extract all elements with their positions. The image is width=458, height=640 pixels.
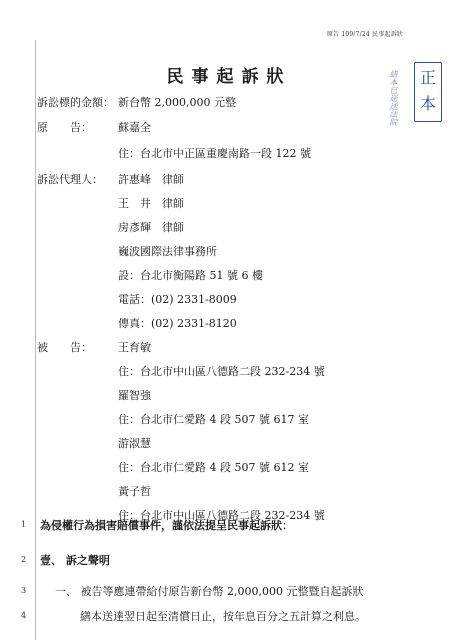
- defendant-name: 黃子哲: [118, 485, 151, 498]
- defendant-address: 住：台北市中山區八德路二段 232-234 號: [118, 509, 325, 522]
- plaintiff-address: 住：台北市中正區重慶南路一段 122 號: [118, 147, 311, 160]
- agent-firm: 巍波國際法律事務所: [118, 245, 217, 258]
- defendant-name: 游淑慧: [118, 437, 151, 450]
- claim-item-line-1: 一、 被告等應連帶給付原告新台幣 2,000,000 元整暨自起訴狀: [55, 585, 364, 598]
- agent-phone: 電話：(02) 2331-8009: [118, 293, 237, 306]
- defendant-label: 被 告：: [37, 341, 92, 354]
- defendant-address: 住：台北市中山區八德路二段 232-234 號: [118, 365, 325, 378]
- claim-value: 新台幣 2,000,000 元整: [118, 96, 236, 109]
- line-number: 3: [21, 586, 27, 595]
- handwritten-note: 繕本已逕送法院: [389, 70, 398, 126]
- line-number: 4: [21, 611, 27, 620]
- agent-label: 訴訟代理人：: [37, 173, 103, 186]
- defendant-address: 住：台北市仁愛路 4 段 507 號 617 室: [118, 413, 309, 426]
- agent-address: 設：台北市衡陽路 51 號 6 樓: [118, 269, 263, 282]
- header-note: 原告 109/7/24 民事起訴狀: [326, 31, 403, 38]
- line-number: 2: [21, 555, 27, 564]
- defendant-address: 住：台北市仁愛路 4 段 507 號 612 室: [118, 461, 309, 474]
- agent-lawyer-1: 許惠峰 律師: [118, 173, 184, 186]
- original-copy-stamp: 正本: [414, 62, 442, 122]
- plaintiff-name: 蘇嘉全: [118, 121, 151, 134]
- defendant-name: 羅智強: [118, 389, 151, 402]
- plaintiff-label: 原 告：: [37, 121, 92, 134]
- agent-lawyer-3: 房彥輝 律師: [118, 221, 184, 234]
- page-title: 民事起訴狀: [166, 67, 292, 87]
- defendant-name: 王育敏: [118, 341, 151, 354]
- line-number: 1: [21, 520, 27, 529]
- claim-label: 訴訟標的金額：: [37, 96, 114, 109]
- agent-lawyer-2: 王 井 律師: [118, 197, 184, 210]
- agent-fax: 傳真：(02) 2331-8120: [118, 317, 237, 330]
- claim-item-line-2: 繕本送達翌日起至清償日止，按年息百分之五計算之利息。: [80, 610, 366, 623]
- section-heading: 壹、 訴之聲明: [40, 554, 110, 567]
- margin-rule: [35, 40, 36, 640]
- intro-sentence: 為侵權行為損害賠償事件，謹依法提呈民事起訴狀：: [40, 519, 293, 532]
